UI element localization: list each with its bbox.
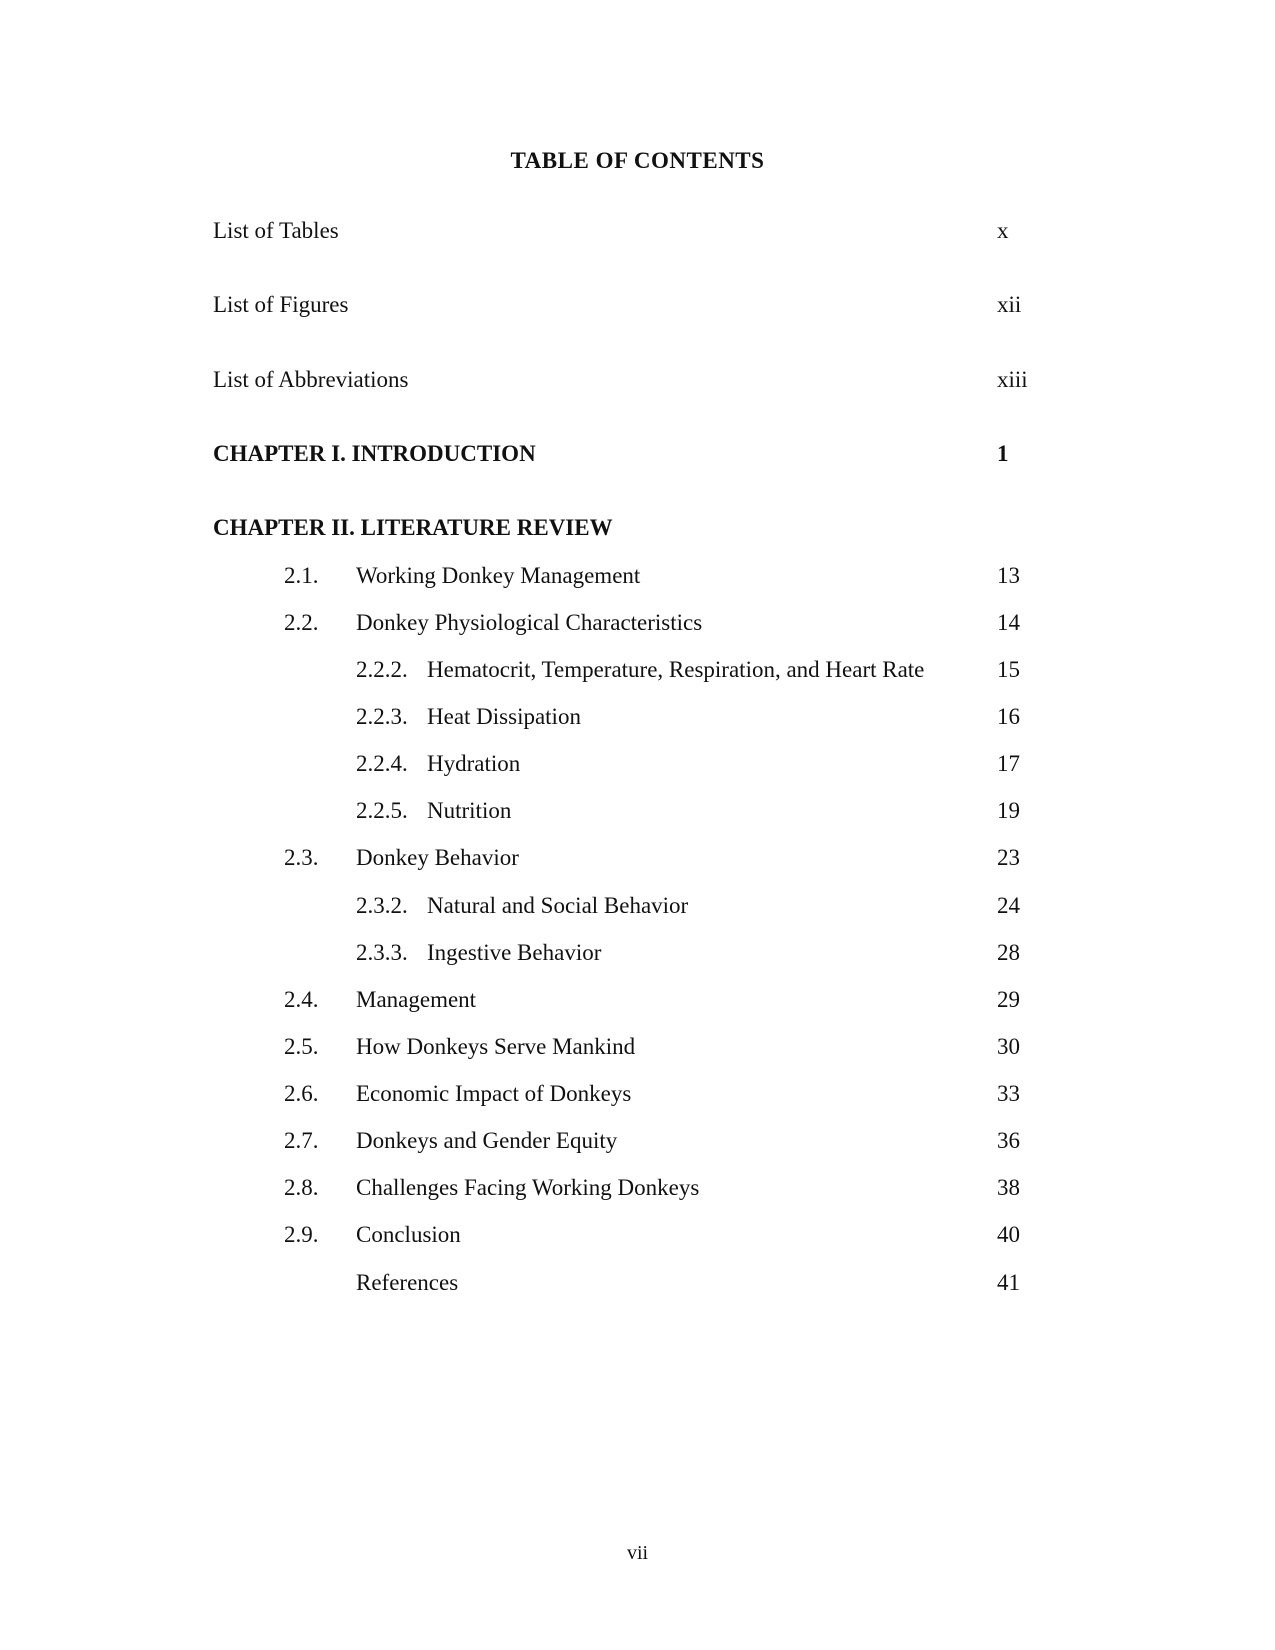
toc-section-page: 29 xyxy=(997,987,1020,1012)
toc-subsection xyxy=(0,702,1275,732)
toc-section-label: Donkeys and Gender Equity xyxy=(356,1128,618,1153)
toc-section-page: 33 xyxy=(997,1081,1020,1106)
toc-subsection-number: 2.2.3. xyxy=(356,704,408,729)
toc-section-page: 38 xyxy=(997,1175,1020,1200)
toc-entry-list-of-abbreviations xyxy=(0,365,1275,395)
toc-chapter-label: CHAPTER II. LITERATURE REVIEW xyxy=(213,515,613,540)
toc-section-references xyxy=(0,1268,1275,1298)
toc-subsection-page: 28 xyxy=(997,940,1020,965)
toc-chapter-page: 1 xyxy=(997,441,1009,466)
toc-subsection-page: 17 xyxy=(997,751,1020,776)
toc-section-page: 14 xyxy=(997,610,1020,635)
toc-section-label: How Donkeys Serve Mankind xyxy=(356,1034,636,1059)
toc-chapter-1 xyxy=(0,439,1275,469)
toc-subsection-label: Heat Dissipation xyxy=(427,704,581,729)
toc-subsection-number: 2.2.2. xyxy=(356,657,408,682)
toc-section-number: 2.4. xyxy=(284,987,319,1012)
toc-section-page: 40 xyxy=(997,1222,1020,1247)
toc-entry-label: List of Figures xyxy=(213,292,349,317)
toc-subsection-label: Hydration xyxy=(427,751,521,776)
toc-section xyxy=(0,1220,1275,1250)
toc-subsection-number: 2.2.5. xyxy=(356,798,408,823)
toc-section-number: 2.2. xyxy=(284,610,319,635)
toc-section-label: References xyxy=(356,1270,459,1295)
toc-subsection-page: 15 xyxy=(997,657,1020,682)
toc-section-label: Economic Impact of Donkeys xyxy=(356,1081,632,1106)
toc-subsection-number: 2.2.4. xyxy=(356,751,408,776)
toc-subsection xyxy=(0,655,1275,685)
toc-section-label: Management xyxy=(356,987,477,1012)
toc-subsection-page: 24 xyxy=(997,893,1020,918)
toc-section-page: 41 xyxy=(997,1270,1020,1295)
toc-chapter-2 xyxy=(0,513,1275,543)
toc-section xyxy=(0,561,1275,591)
toc-subsection-label: Nutrition xyxy=(427,798,512,823)
toc-section-number: 2.9. xyxy=(284,1222,319,1247)
toc-section xyxy=(0,1032,1275,1062)
toc-entry-page: xiii xyxy=(997,367,1028,392)
toc-entry-label: List of Abbreviations xyxy=(213,367,409,392)
toc-section xyxy=(0,843,1275,873)
toc-section-page: 36 xyxy=(997,1128,1020,1153)
toc-section xyxy=(0,608,1275,638)
toc-section-number: 2.5. xyxy=(284,1034,319,1059)
toc-section-number: 2.7. xyxy=(284,1128,319,1153)
toc-subsection-number: 2.3.2. xyxy=(356,893,408,918)
toc-section-number: 2.8. xyxy=(284,1175,319,1200)
page-title: TABLE OF CONTENTS xyxy=(510,148,765,173)
toc-subsection-page: 19 xyxy=(997,798,1020,823)
toc-section-label: Donkey Behavior xyxy=(356,845,519,870)
toc-section xyxy=(0,1126,1275,1156)
page-number: vii xyxy=(626,1542,649,1564)
toc-subsection xyxy=(0,938,1275,968)
toc-section-page: 13 xyxy=(997,563,1020,588)
toc-subsection-label: Ingestive Behavior xyxy=(427,940,602,965)
toc-section-number: 2.6. xyxy=(284,1081,319,1106)
toc-entry-page: x xyxy=(997,218,1009,243)
toc-section xyxy=(0,1173,1275,1203)
toc-subsection xyxy=(0,891,1275,921)
toc-entry-list-of-figures xyxy=(0,290,1275,320)
toc-subsection-label: Hematocrit, Temperature, Respiration, and Heart Rate xyxy=(427,657,925,682)
toc-entry-label: List of Tables xyxy=(213,218,339,243)
toc-subsection-page: 16 xyxy=(997,704,1020,729)
toc-section-label: Conclusion xyxy=(356,1222,461,1247)
toc-entry-page: xii xyxy=(997,292,1022,317)
toc-section xyxy=(0,1079,1275,1109)
toc-subsection-number: 2.3.3. xyxy=(356,940,408,965)
toc-subsection-label: Natural and Social Behavior xyxy=(427,893,689,918)
toc-subsection xyxy=(0,749,1275,779)
toc-section-number: 2.3. xyxy=(284,845,319,870)
toc-section-page: 23 xyxy=(997,845,1020,870)
toc-section-label: Working Donkey Management xyxy=(356,563,641,588)
toc-subsection xyxy=(0,796,1275,826)
toc-section-page: 30 xyxy=(997,1034,1020,1059)
toc-section-label: Donkey Physiological Characteristics xyxy=(356,610,703,635)
toc-section-label: Challenges Facing Working Donkeys xyxy=(356,1175,700,1200)
toc-entry-list-of-tables xyxy=(0,216,1275,246)
toc-section xyxy=(0,985,1275,1015)
toc-section-number: 2.1. xyxy=(284,563,319,588)
toc-chapter-label: CHAPTER I. INTRODUCTION xyxy=(213,441,536,466)
